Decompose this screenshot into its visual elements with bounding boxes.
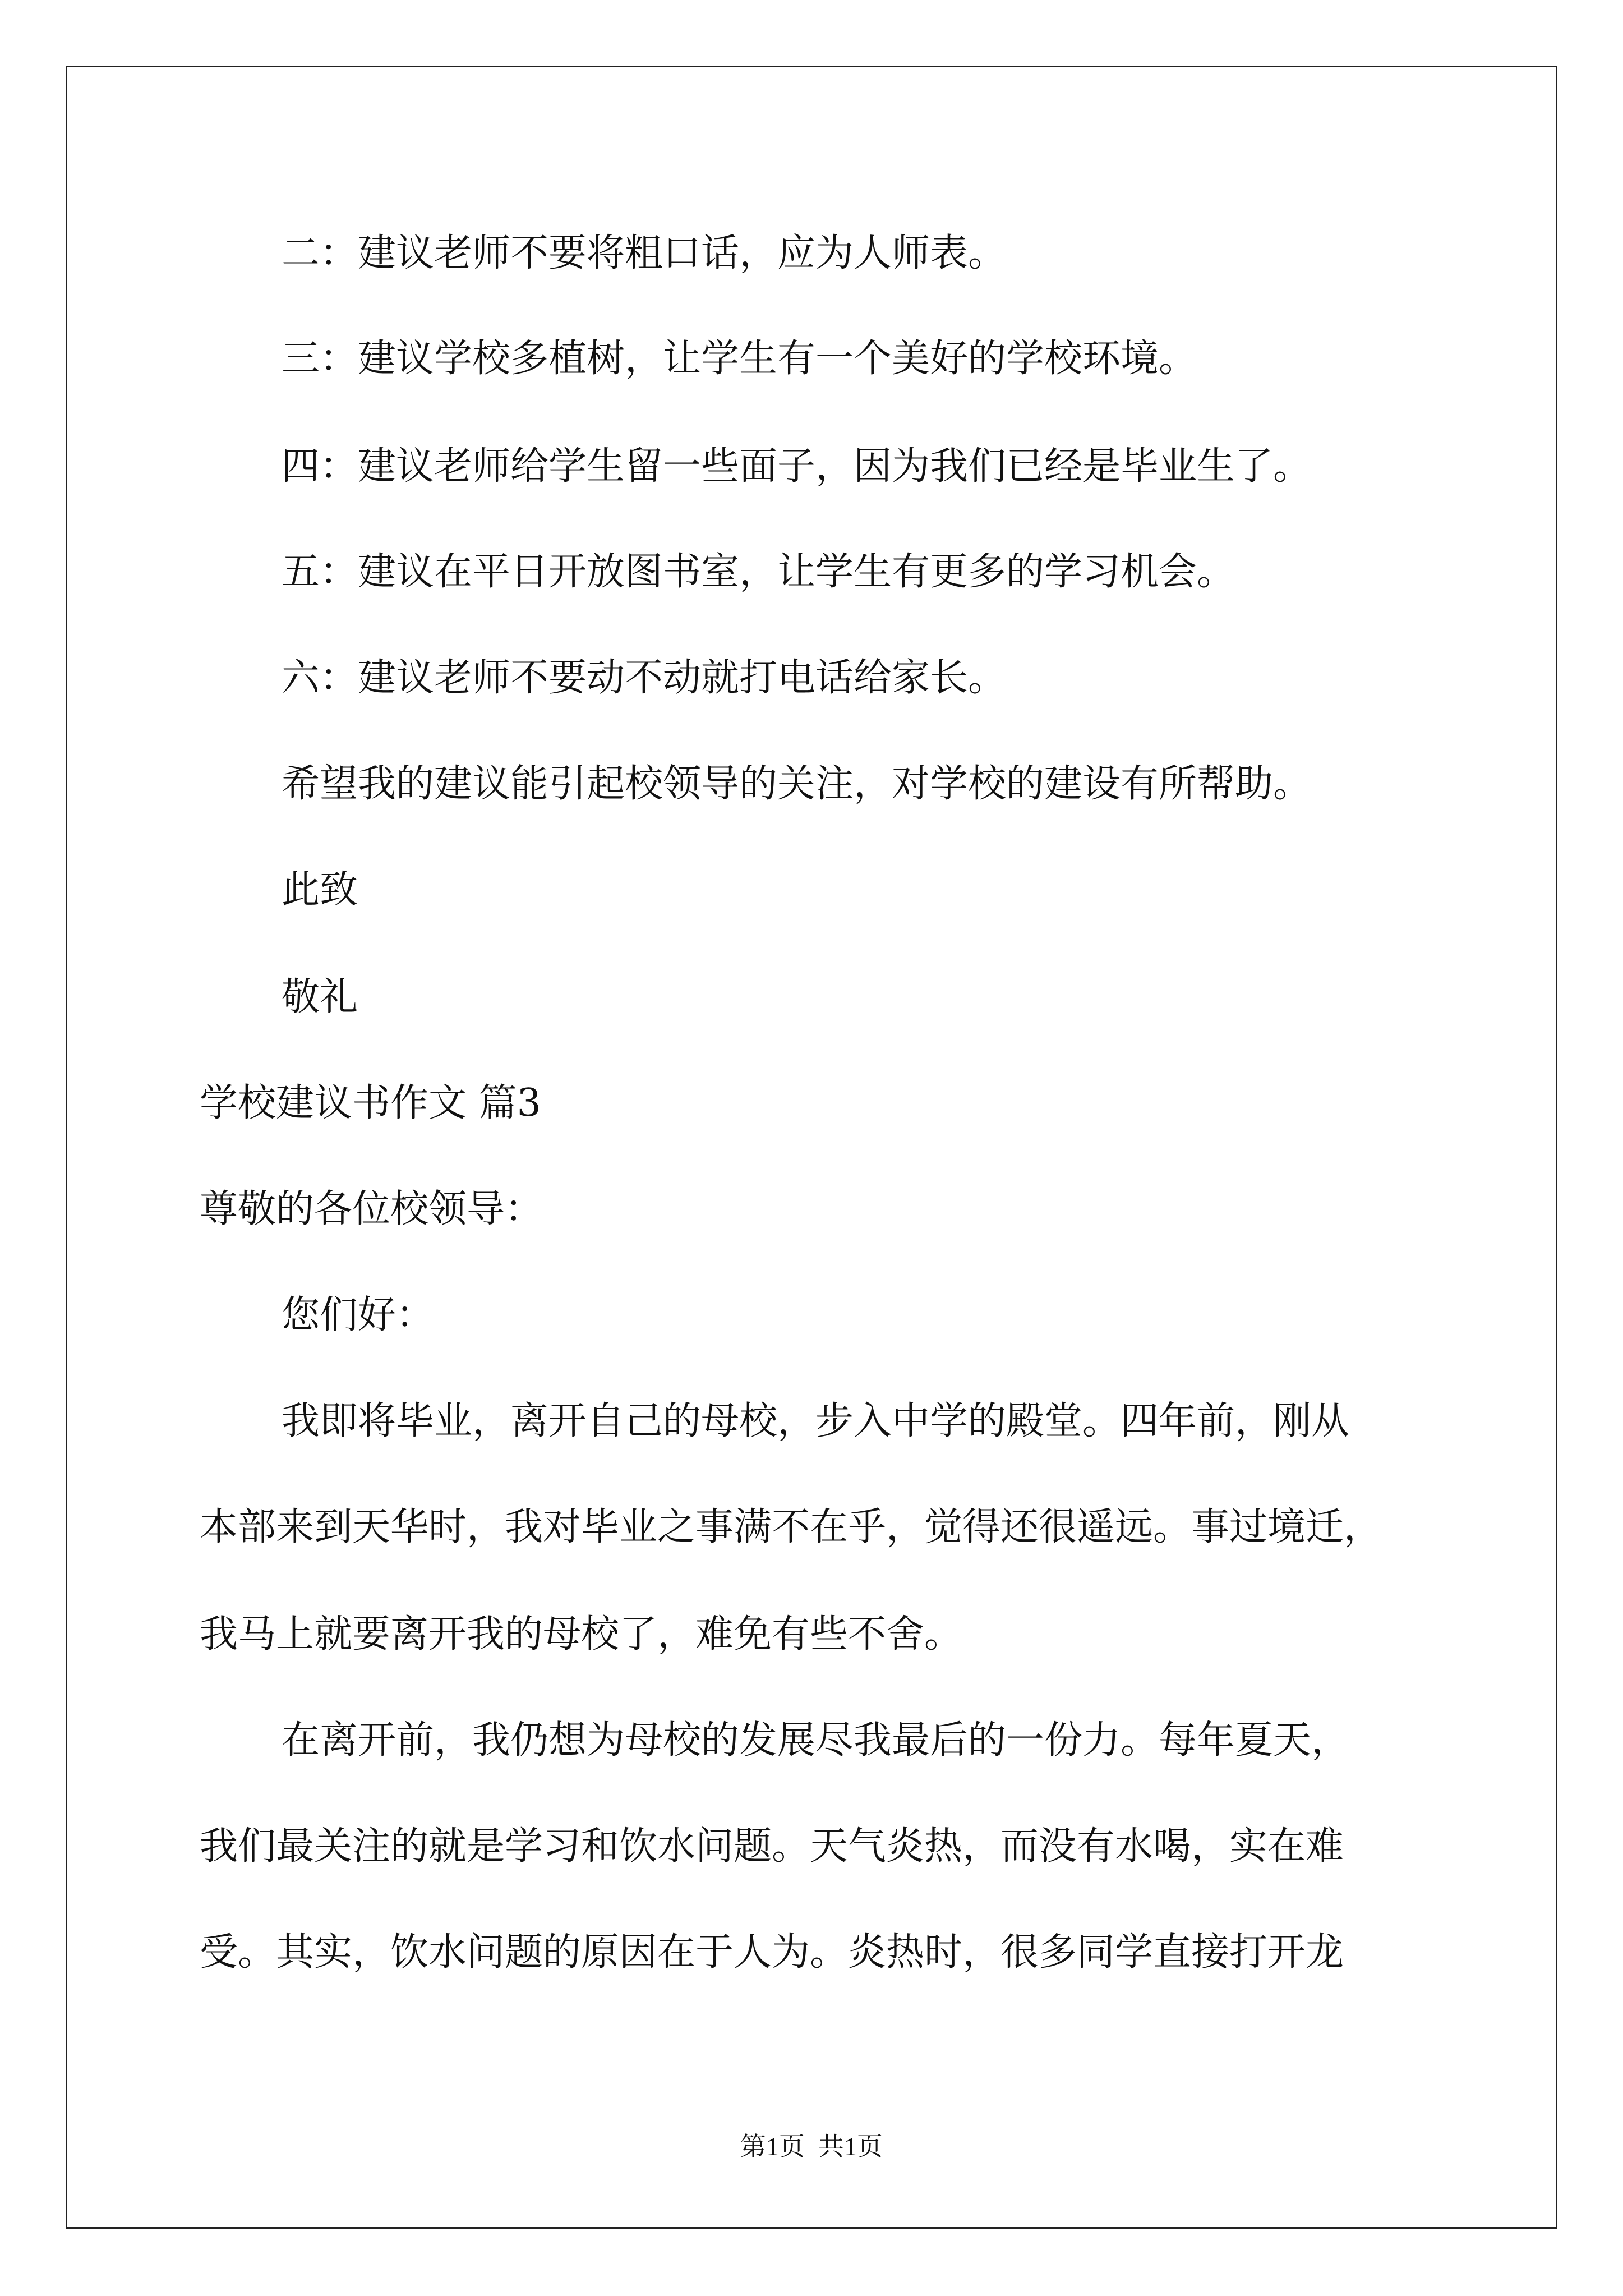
section-heading: 学校建议书作文 篇3 (200, 1081, 541, 1125)
text-line: 受。其实，饮水问题的原因在于人为。炎热时，很多同学直接打开龙 (200, 1930, 1344, 1975)
greeting: 您们好： (282, 1293, 435, 1337)
page-number: 第1页 (740, 2132, 805, 2161)
salutation: 尊敬的各位校领导： (200, 1187, 543, 1231)
text-line: 希望我的建议能引起校领导的关注，对学校的建设有所帮助。 (282, 762, 1312, 806)
text-line: 三：建议学校多植树，让学生有一个美好的学校环境。 (282, 337, 1197, 381)
text-line: 敬礼 (282, 975, 358, 1019)
page-border (66, 66, 1557, 2229)
text-line: 此致 (282, 868, 358, 912)
page-total: 共1页 (818, 2132, 883, 2161)
text-line: 二：建议老师不要将粗口话，应为人师表。 (282, 231, 1007, 275)
text-line: 六：建议老师不要动不动就打电话给家长。 (282, 656, 1007, 700)
text-line: 本部来到天华时，我对毕业之事满不在乎，觉得还很遥远。事过境迁， (200, 1505, 1382, 1549)
text-line: 在离开前，我仍想为母校的发展尽我最后的一份力。每年夏天， (282, 1718, 1350, 1763)
text-line: 五：建议在平日开放图书室，让学生有更多的学习机会。 (282, 550, 1235, 594)
text-line: 我即将毕业，离开自己的母校，步入中学的殿堂。四年前，刚从 (282, 1399, 1350, 1443)
text-line: 我们最关注的就是学习和饮水问题。天气炎热，而没有水喝，实在难 (200, 1824, 1344, 1869)
text-line: 我马上就要离开我的母校了，难免有些不舍。 (200, 1612, 963, 1657)
text-line: 四：建议老师给学生留一些面子，因为我们已经是毕业生了。 (282, 444, 1312, 489)
page-footer (0, 2126, 1623, 2163)
